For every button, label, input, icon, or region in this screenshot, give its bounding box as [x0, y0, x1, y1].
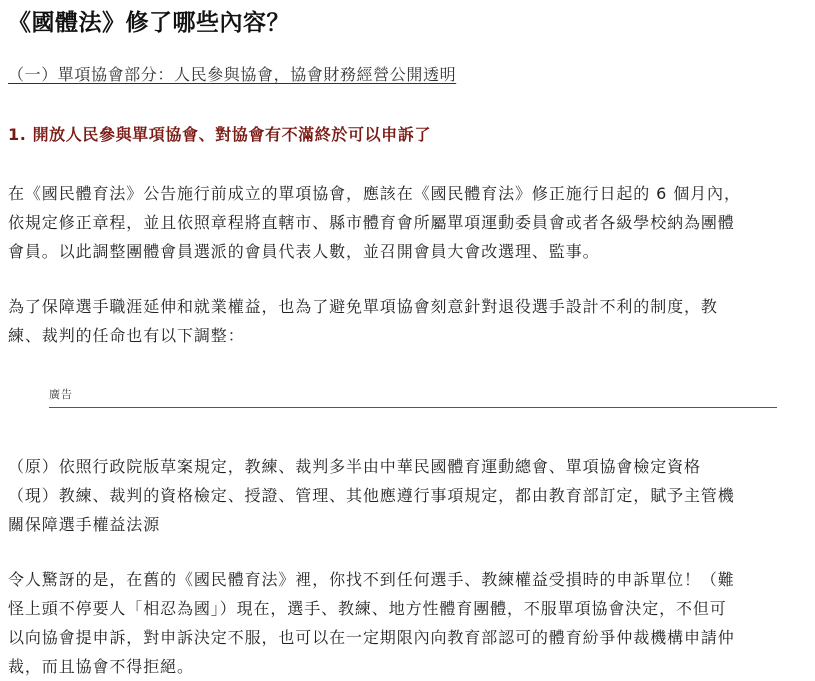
paragraph-line: 在《國民體育法》公告施行前成立的單項協會，應該在《國民體育法》修正施行日起的 6 個月內，: [8, 184, 741, 203]
paragraph-line: 令人驚訝的是，在舊的《國民體育法》裡，你找不到任何選手、教練權益受損時的申訴單位！（難: [8, 570, 735, 589]
paragraph-association-reform: [8, 179, 808, 266]
paragraph-line: 關保障選手權益法源: [8, 515, 161, 534]
ad-divider: [49, 407, 777, 408]
section-subheading: 1. 開放人民參與單項協會、對協會有不滿終於可以申訴了: [8, 125, 431, 144]
paragraph-line: 為了保障選手職涯延伸和就業權益，也為了避免單項協會刻意針對退役選手設計不利的制度，教: [8, 297, 718, 316]
paragraph-line: 怪上頭不停要人「相忍為國」）現在，選手、教練、地方性體育團體，不服單項協會決定，不但可: [8, 599, 727, 618]
article-title: 《國體法》修了哪些內容？: [8, 10, 290, 36]
paragraph-line: 練、裁判的任命也有以下調整：: [8, 326, 245, 345]
ad-label: 廣告: [49, 388, 73, 401]
paragraph-line: （原）依照行政院版草案規定，教練、裁判多半由中華民國體育運動總會、單項協會檢定資格: [8, 457, 701, 476]
paragraph-line: （現）教練、裁判的資格檢定、授證、管理、其他應遵行事項規定，都由教育部訂定，賦予主管機: [8, 486, 735, 505]
paragraph-original-vs-current: [8, 452, 808, 539]
paragraph-line: 依規定修正章程，並且依照章程將直轄市、縣市體育會所屬單項運動委員會或者各級學校納為團體: [8, 213, 735, 232]
section-anchor-link[interactable]: （一）單項協會部分：人民參與協會，協會財務經營公開透明: [8, 65, 457, 84]
paragraph-coach-referee-intro: [8, 292, 808, 350]
paragraph-appeal-rights: [8, 565, 808, 681]
paragraph-line: 裁，而且協會不得拒絕。: [8, 657, 194, 676]
paragraph-line: 以向協會提申訴，對申訴決定不服，也可以在一定期限內向教育部認可的體育紛爭仲裁機構申請仲: [8, 628, 735, 647]
paragraph-line: 會員。以此調整團體會員選派的會員代表人數，並召開會員大會改選理、監事。: [8, 242, 600, 261]
